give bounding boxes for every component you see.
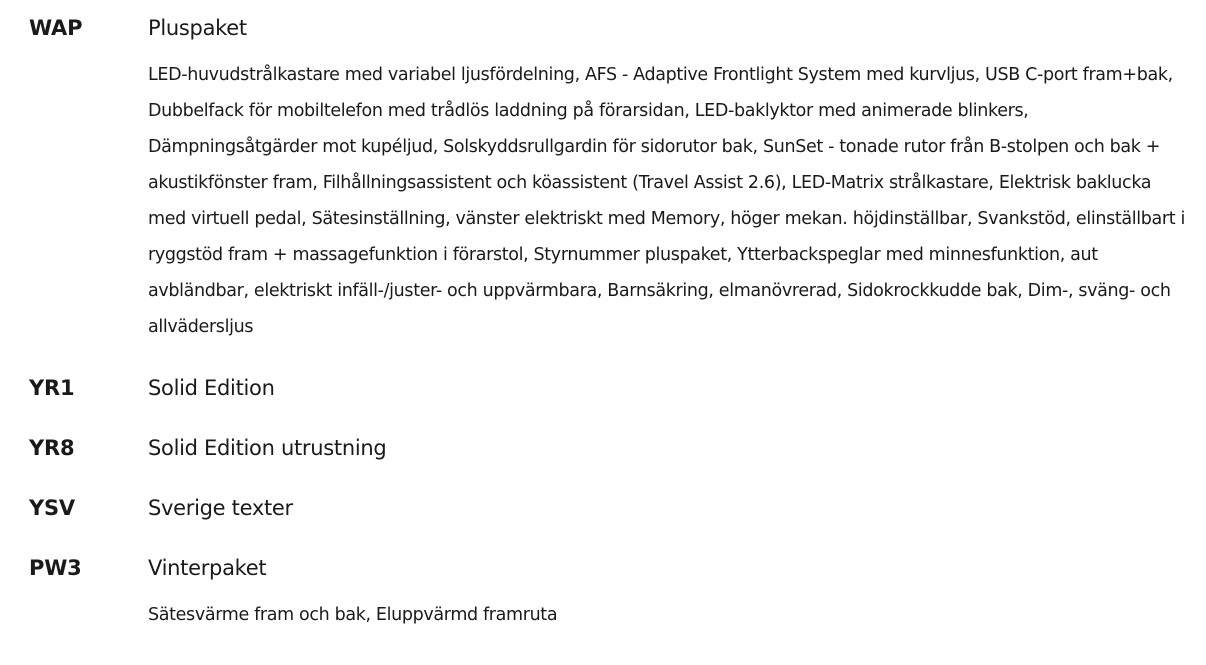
equipment-description: Sätesvärme fram och bak, Eluppvärmd framruta [148,605,558,625]
equipment-code: PW3 [29,556,82,580]
equipment-name: Sverige texter [148,496,293,520]
equipment-code: WAP [29,16,83,40]
equipment-code: YSV [29,496,75,520]
equipment-name: Solid Edition utrustning [148,436,387,460]
equipment-name: Vinterpaket [148,556,267,580]
equipment-code: YR1 [29,376,75,400]
equipment-name: Pluspaket [148,16,247,40]
equipment-description: LED-huvudstrålkastare med variabel ljusfördelning, AFS - Adaptive Frontlight System med kurvljus, USB C-port fram+bak, Dubbelfack för mobiltelefon med trådlös laddning på förarsidan, LED-baklyktor med animerade blinkers, Dämpningsåtgärder mot kupéljud, Solskyddsrullgardin för sidorutor bak, SunSet - tonade rutor från B-stolpen och bak + akustikfönster fram, Filhållningsassistent och köassistent (Travel Assist 2.6), LED-Matrix strålkastare, Elektrisk baklucka med virtuell pedal, Sätesinställning, vänster elektriskt med Memory, höger mekan. höjdinställbar, Svankstöd, elinställbart i ryggstöd fram + massagefunktion i förarstol, Styrnummer pluspaket, Ytterbackspeglar med minnesfunktion, aut avbländbar, elektriskt infäll-/juster- och uppvärmbara, Barnsäkring, elmanövrerad, Sidokrockkudde bak, Dim-, sväng- och allvädersljus [148,65,1185,337]
equipment-code: YR8 [29,436,75,460]
equipment-name: Solid Edition [148,376,275,400]
